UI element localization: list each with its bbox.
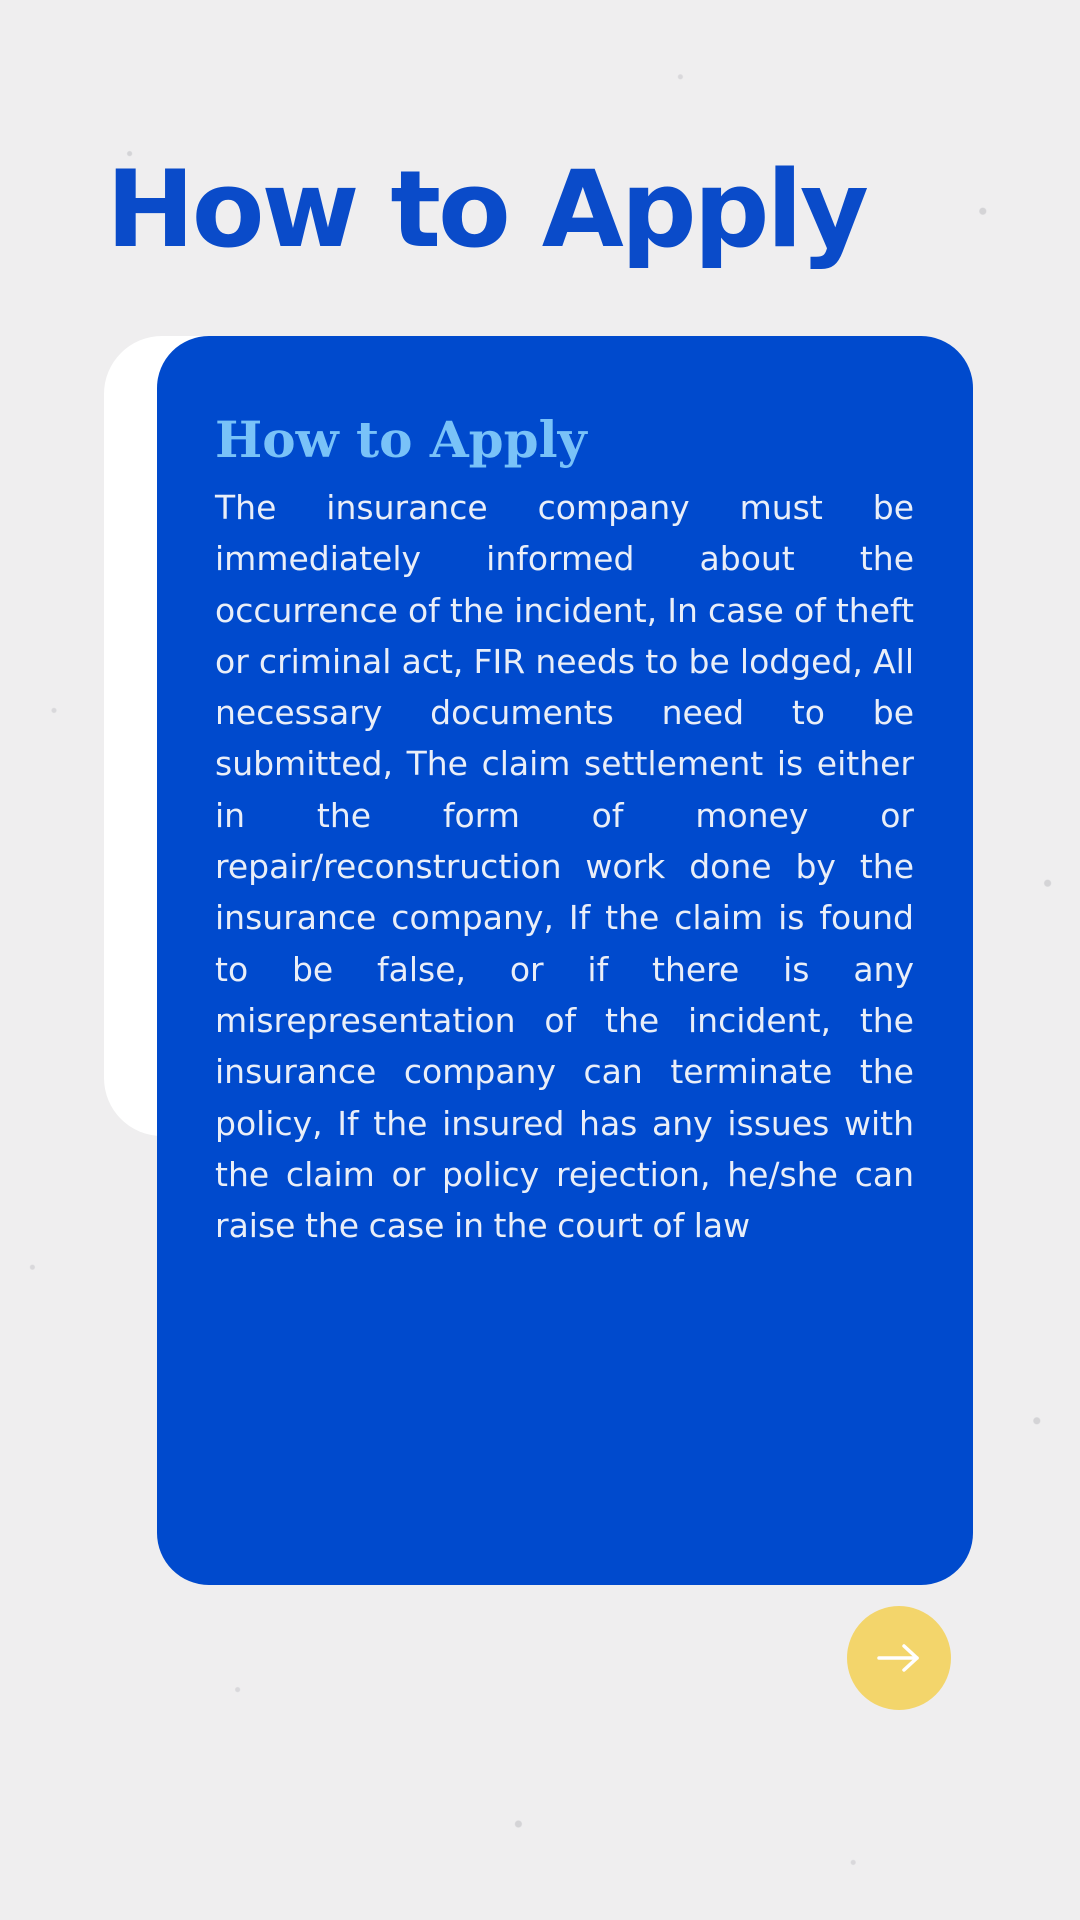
page-title: How to Apply	[106, 148, 866, 271]
next-button[interactable]	[847, 1606, 951, 1710]
card-body-text: The insurance company must be immediately informed about the occurrence of the incident, In case of theft or criminal act, FIR needs to be lodged, All necessary documents need to be submitted, The claim settlement is either in the form of money or repair/reconstruction work done by the insurance company, If the claim is found to be false, or if there is any misrepresentation of the incident, the insurance company can terminate the policy, If the insured has any issues with the claim or policy rejection, he/she can raise the case in the court of law	[215, 488, 914, 1246]
content-card	[157, 336, 973, 1585]
arrow-right-icon	[877, 1643, 921, 1673]
card-heading: How to Apply	[215, 410, 587, 469]
